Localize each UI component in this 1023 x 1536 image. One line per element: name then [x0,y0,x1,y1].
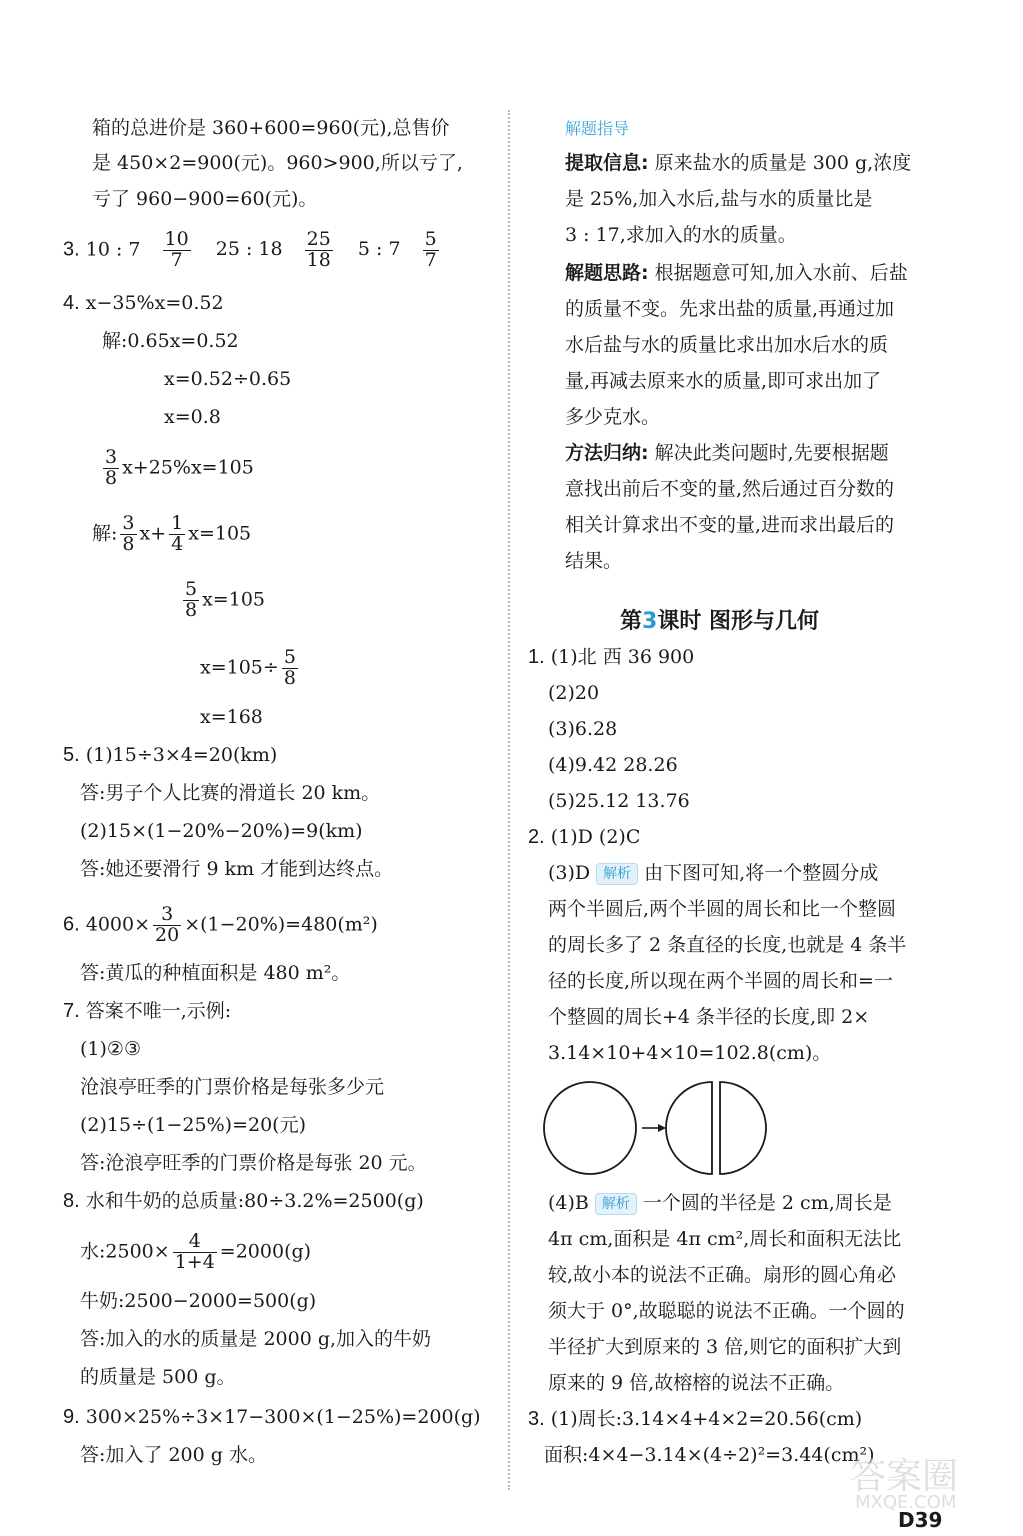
left-column [0,0,505,1536]
tag-label: 方法归纳: [565,442,649,464]
watermark-url: MXQE.COM [855,1492,957,1513]
text-line: (4)9.42 28.26 [548,754,678,776]
text-line: 半径扩大到原来的 3 倍,则它的面积扩大到 [548,1336,902,1358]
extract-info: 提取信息: 原来盐水的质量是 300 g,浓度 [565,152,912,174]
text-line: (2)20 [548,682,600,704]
arrow-head [658,1124,666,1132]
text-line: (2)15×(1−20%−20%)=9(km) [80,820,363,842]
analysis-badge: 解析 [596,863,638,885]
right-semicircle [720,1082,766,1174]
equation: x=105÷ $\frac{5}{8}$ [200,646,296,689]
text-line: x=168 [200,706,263,728]
analysis-badge: 解析 [595,1193,637,1215]
fraction: $\frac{3}{20}$ [155,903,180,946]
equation: 解: $\frac{3}{8}$ x+ $\frac{1}{4}$ x=105 [92,512,252,555]
circle-diagram [540,1078,775,1178]
text-line: 箱的总进价是 360+600=960(元),总售价 [92,117,450,139]
text-line: 是 25%,加入水后,盐与水的质量比是 [565,188,873,210]
fraction: $\frac{10}{7}$ [164,228,189,271]
text-line: 答:加入的水的质量是 2000 g,加入的牛奶 [80,1328,432,1350]
question-number: 2. [528,826,545,848]
text-line: 答:男子个人比赛的滑道长 20 km。 [80,782,381,804]
text-line: (4)B 解析 一个圆的半径是 2 cm,周长是 [548,1192,892,1214]
question-3 [63,230,442,271]
text-line: 沧浪亭旺季的门票价格是每张多少元 [80,1076,385,1098]
text-line: 答:黄瓜的种植面积是 480 m²。 [80,962,351,984]
question-6: 6. 4000× $\frac{3}{20}$ ×(1−20%)=480(m²) [63,903,378,946]
text-line: (1)②③ [80,1038,141,1060]
fraction: $\frac{5}{8}$ [283,646,296,689]
question-number: 9. [63,1406,80,1428]
ratio: 5 : 7 [357,238,401,261]
method-summary: 方法归纳: 解决此类问题时,先要根据题 [565,442,889,464]
question-5: 5. (1)15÷3×4=20(km) [63,744,278,766]
question-number: 3. [528,1408,545,1430]
ratio: 10 : 7 [85,238,141,261]
question-number: 6. [63,913,80,936]
text-line: 答:她还要滑行 9 km 才能到达终点。 [80,858,394,880]
question-number: 3. [63,238,80,261]
watermark-logo: 答案圈 [850,1456,959,1497]
fraction: $\frac{5}{8}$ [185,578,198,621]
question-number: 5. [63,744,80,766]
question-8: 8. 水和牛奶的总质量:80÷3.2%=2500(g) [63,1190,424,1212]
tag-label: 解题思路: [565,262,649,284]
question-9: 9. 300×25%÷3×17−300×(1−25%)=200(g) [63,1406,481,1428]
text-line: (3)D 解析 由下图可知,将一个整圆分成 [548,862,879,884]
whole-circle [544,1082,636,1174]
ratio: 25 : 18 [215,238,283,261]
fraction: $\frac{3}{8}$ [105,446,118,489]
equation: x−35%x=0.52 [85,292,224,314]
text-line: x=0.8 [164,406,221,428]
fraction: $\frac{4}{1+4}$ [174,1230,215,1273]
fraction: $\frac{3}{8}$ [122,512,135,555]
section-title: 第3课时 图形与几何 [620,609,819,634]
text-line: 量,再减去原来水的质量,即可求出加了 [565,370,882,392]
text-line: (5)25.12 13.76 [548,790,690,812]
equation: $\frac{5}{8}$ x=105 [185,578,265,621]
text-line: 须大于 0°,故聪聪的说法不正确。一个圆的 [548,1300,905,1322]
question-number: 8. [63,1190,80,1212]
text-line: 3 : 17,求加入的水的质量。 [565,224,797,246]
text-line: (3)6.28 [548,718,618,740]
question-2: 2. (1)D (2)C [528,826,641,848]
fraction: $\frac{1}{4}$ [171,512,184,555]
text-line: 面积:4×4−3.14×(4÷2)²=3.44(cm²) [544,1444,875,1466]
equation: $\frac{3}{8}$ x+25%x=105 [105,446,254,489]
question-7: 7. 答案不唯一,示例: [63,1000,232,1022]
fraction: $\frac{5}{7}$ [424,228,437,271]
question-number: 7. [63,1000,80,1022]
text-line: 解:0.65x=0.52 [102,330,239,352]
text-line: 答:沧浪亭旺季的门票价格是每张 20 元。 [80,1152,427,1174]
question-number: 4. [63,292,80,314]
text-line: 水后盐与水的质量比求出加水后水的质 [565,334,889,356]
question-4 [63,290,224,316]
text-line: 亏了 960−900=60(元)。 [92,188,318,210]
guide-title: 解题指导 [565,119,630,138]
fraction: $\frac{25}{18}$ [306,228,331,271]
text-line: 的质量是 500 g。 [80,1366,236,1388]
text-line: 多少克水。 [565,406,661,428]
equation: 水:2500× $\frac{4}{1+4}$ =2000(g) [80,1230,312,1273]
text-line: 4π cm,面积是 4π cm²,周长和面积无法比 [548,1228,902,1250]
text-line: x=0.52÷0.65 [164,368,292,390]
text-line: 的质量不变。先求出盐的质量,再通过加 [565,298,895,320]
text-line: 相关计算求出不变的量,进而求出最后的 [565,514,895,536]
text-line: 的周长多了 2 条直径的长度,也就是 4 条半 [548,934,907,956]
text-line: 原来的 9 倍,故榕榕的说法不正确。 [548,1372,845,1394]
text-line: 答:加入了 200 g 水。 [80,1444,267,1466]
text-line: 是 450×2=900(元)。960>900,所以亏了, [92,152,463,174]
column-divider [508,110,510,1490]
text-line: 两个半圆后,两个半圆的周长和比一个整圆 [548,898,897,920]
text-line: 径的长度,所以现在两个半圆的周长和=一 [548,970,893,992]
question-3-geometry: 3. (1)周长:3.14×4+4×2=20.56(cm) [528,1408,863,1430]
text-line: 较,故小本的说法不正确。扇形的圆心角必 [548,1264,897,1286]
text-line: (2)15÷(1−25%)=20(元) [80,1114,306,1136]
text-line: 结果。 [565,550,623,572]
text-line: 个整圆的周长+4 条半径的长度,即 2× [548,1006,870,1028]
page-number: D39 [898,1508,943,1532]
tag-label: 提取信息: [565,152,649,174]
solution-idea: 解题思路: 根据题意可知,加入水前、后盐 [565,262,908,284]
text-line: 牛奶:2500−2000=500(g) [80,1290,317,1312]
question-number: 1. [528,646,545,668]
text-line: 意找出前后不变的量,然后通过百分数的 [565,478,895,500]
question-1: 1. (1)北 西 36 900 [528,646,695,668]
text-line: 3.14×10+4×10=102.8(cm)。 [548,1042,832,1064]
left-semicircle [666,1082,712,1174]
